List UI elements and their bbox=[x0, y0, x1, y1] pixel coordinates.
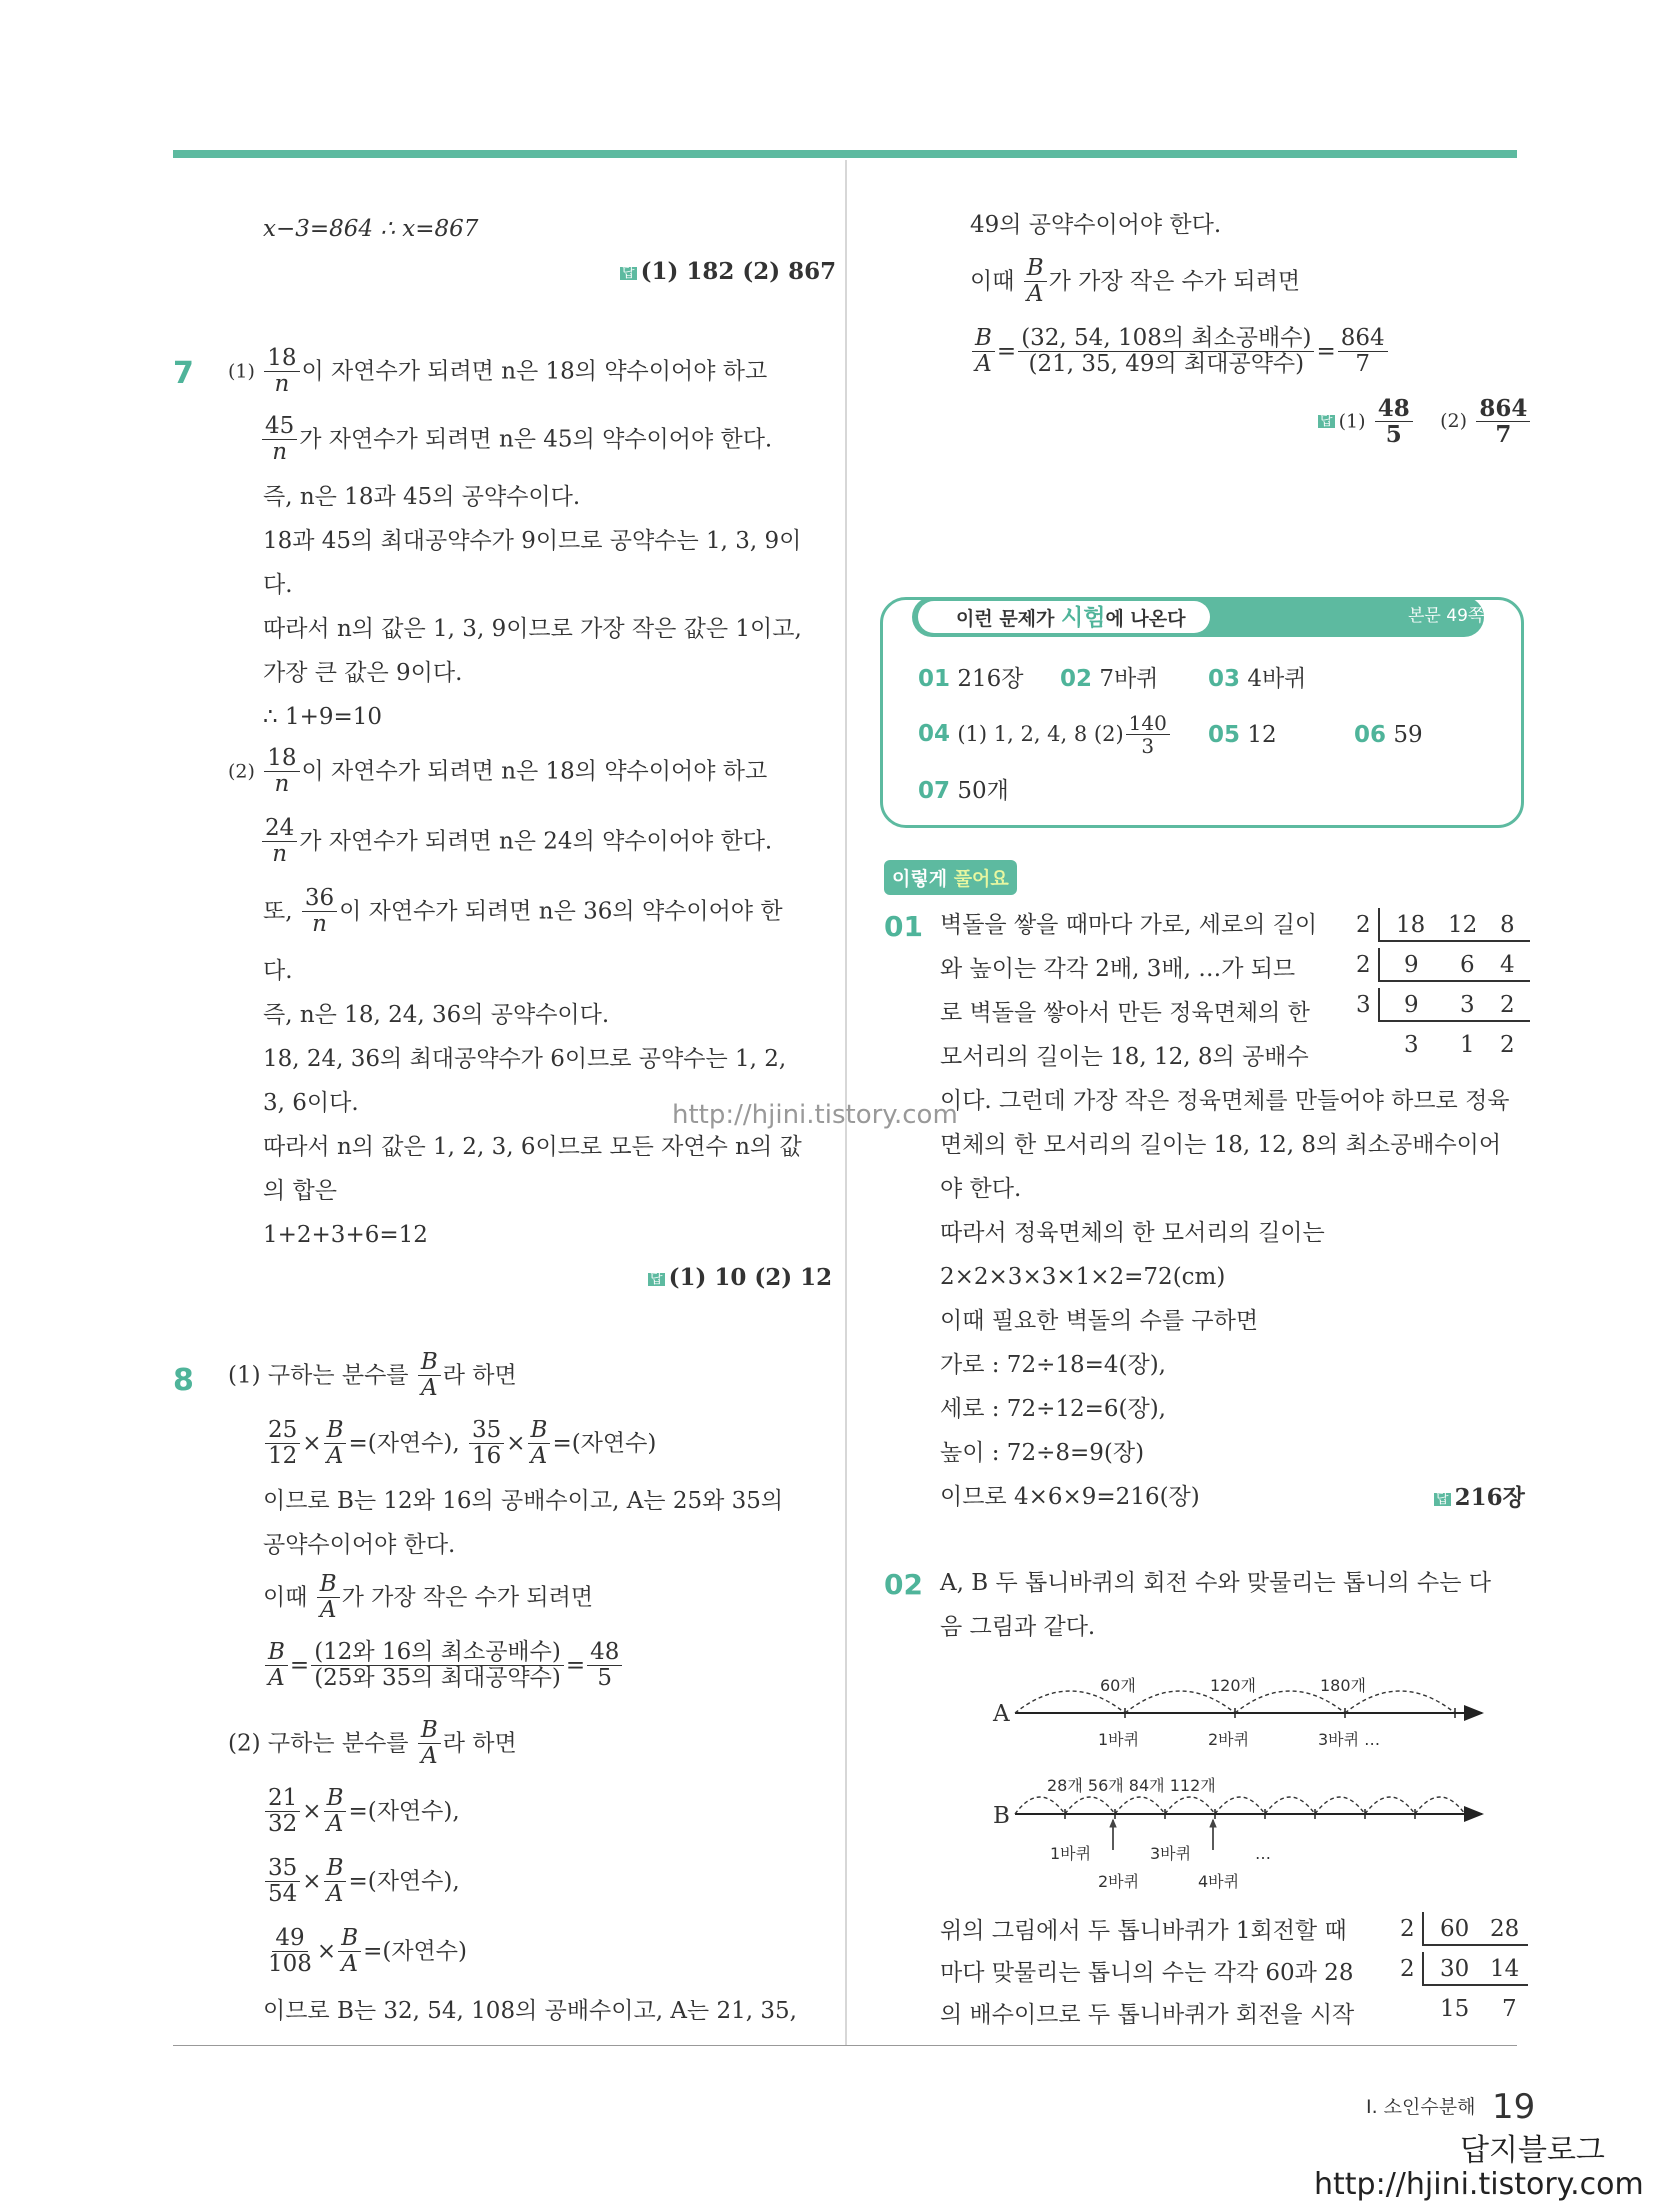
cell: 30 bbox=[1440, 1956, 1470, 1982]
arc-label: 60개 bbox=[1100, 1676, 1136, 1695]
numerator: B bbox=[528, 1418, 551, 1444]
footer-rule bbox=[173, 2045, 1517, 2046]
numerator: 24 bbox=[262, 816, 297, 842]
answer-mark: 답 bbox=[650, 1271, 663, 1287]
r-line: $\frac{B}{A}$ = $\frac{\text{(32, 54, 108의 최소공배수)}}{\text{(21, 35, 49의 최대공약수)}}$ = $\frac{864}{7}$ bbox=[970, 326, 1390, 378]
cell: 2 bbox=[1500, 1032, 1515, 1058]
denominator: 5 bbox=[597, 1665, 613, 1692]
q7-line-1 bbox=[228, 346, 767, 398]
exam-item bbox=[1208, 724, 1277, 747]
header-rule bbox=[173, 150, 1517, 158]
numerator: (32, 54, 108의 최소공배수) bbox=[1018, 326, 1314, 352]
s02-line: 의 배수이므로 두 톱니바퀴가 회전을 시작 bbox=[940, 2002, 1355, 2028]
chapter-label: I. 소인수분해 bbox=[1366, 2096, 1476, 2118]
text: (2) bbox=[1440, 410, 1468, 433]
s01-line: 로 벽돌을 쌓아서 만든 정육면체의 한 bbox=[940, 1000, 1310, 1026]
cell: 15 bbox=[1440, 1996, 1470, 2022]
r-line bbox=[970, 256, 1300, 308]
q7-line: 1+2+3+6=12 bbox=[263, 1222, 428, 1248]
cell: 6 bbox=[1460, 952, 1475, 978]
fraction bbox=[317, 1572, 340, 1624]
cell: 18 bbox=[1396, 912, 1426, 938]
numerator: 864 bbox=[1338, 326, 1388, 352]
exam-item bbox=[1060, 668, 1158, 691]
arc bbox=[1115, 1797, 1165, 1814]
arc bbox=[1165, 1797, 1215, 1814]
denominator: 32 bbox=[268, 1811, 298, 1838]
numerator: 18 bbox=[264, 346, 299, 372]
text: 또, bbox=[263, 898, 293, 925]
s01-line: 이다. 그런데 가장 작은 정육면체를 만들어야 하므로 정육 bbox=[940, 1088, 1510, 1114]
tick-label: 2바퀴 bbox=[1098, 1872, 1140, 1891]
divisor: 2 bbox=[1356, 912, 1371, 938]
blog-name: 답지블로그 bbox=[1460, 2133, 1605, 2168]
s01-line: 벽돌을 쌓을 때마다 가로, 세로의 길이 bbox=[940, 912, 1318, 938]
item-number: 02 bbox=[1060, 666, 1093, 692]
numerator: 49 bbox=[272, 1926, 307, 1952]
text: (2) 구하는 분수를 bbox=[228, 1730, 409, 1757]
item-value: 4바퀴 bbox=[1247, 666, 1307, 692]
fraction bbox=[1126, 712, 1170, 757]
text: 가 가장 작은 수가 되려면 bbox=[341, 1584, 594, 1611]
answer-line bbox=[620, 260, 836, 284]
q7-line: 다. bbox=[263, 958, 293, 984]
item-value: 50개 bbox=[957, 778, 1009, 804]
fraction bbox=[1375, 396, 1413, 448]
s01-line: 이때 필요한 벽돌의 수를 구하면 bbox=[940, 1308, 1259, 1334]
cell: 2 bbox=[1500, 992, 1515, 1018]
fraction bbox=[418, 1718, 441, 1770]
denominator: A bbox=[319, 1597, 337, 1624]
arcs-b bbox=[1015, 1797, 1465, 1814]
text: (1) 구하는 분수를 bbox=[228, 1362, 409, 1389]
text: =(자연수) bbox=[552, 1430, 657, 1457]
arc bbox=[1365, 1797, 1415, 1814]
denominator: (21, 35, 49의 최대공약수) bbox=[1028, 351, 1305, 378]
text: 이때 bbox=[970, 268, 1015, 295]
numerator: B bbox=[972, 326, 995, 352]
equation-line: x−3=864 ∴ x=867 bbox=[263, 216, 479, 242]
denominator: A bbox=[268, 1665, 285, 1692]
answer-line bbox=[1434, 1486, 1525, 1510]
exam-item bbox=[918, 780, 1009, 803]
s01-line: 가로 : 72÷18=4(장), bbox=[940, 1352, 1166, 1378]
question-number: 7 bbox=[173, 356, 194, 391]
part-label: (2) bbox=[228, 760, 255, 783]
text: 시험 bbox=[1061, 605, 1106, 631]
text: =(자연수), bbox=[348, 1868, 460, 1895]
item-value: 59 bbox=[1393, 722, 1423, 748]
fraction bbox=[1024, 256, 1047, 308]
cell: 14 bbox=[1490, 1956, 1520, 1982]
q8-line: $\frac{25}{12}$ × $\frac{B}{A}$ =(자연수), $\frac{35}{16}$ × $\frac{B}{A}$ =(자연수) bbox=[263, 1418, 656, 1470]
arc bbox=[1415, 1797, 1465, 1814]
fraction bbox=[418, 1350, 441, 1402]
divisor: 2 bbox=[1400, 1956, 1415, 1982]
text: (1) bbox=[1338, 410, 1366, 433]
denominator: 7 bbox=[1355, 351, 1370, 378]
fraction bbox=[262, 414, 297, 466]
arc-label: 28개 56개 84개 112개 bbox=[1047, 1776, 1216, 1795]
fraction bbox=[338, 1926, 361, 1978]
numerator: 45 bbox=[262, 414, 297, 440]
item-number: 04 bbox=[918, 721, 951, 747]
fraction bbox=[1476, 396, 1530, 448]
q7-line: 가장 큰 값은 9이다. bbox=[263, 660, 463, 686]
q7-line-2 bbox=[260, 414, 772, 466]
q8-line bbox=[263, 1572, 593, 1624]
item-number: 06 bbox=[1354, 722, 1387, 748]
exam-item bbox=[918, 668, 1023, 691]
divisor: 3 bbox=[1356, 992, 1371, 1018]
item-number: 07 bbox=[918, 778, 951, 804]
cell: 7 bbox=[1502, 1996, 1517, 2022]
blog-url: http://hjini.tistory.com bbox=[1314, 2167, 1644, 2202]
item-number: 01 bbox=[918, 666, 951, 692]
q7-line: 즉, n은 18, 24, 36의 공약수이다. bbox=[263, 1002, 610, 1028]
q8-line bbox=[228, 1718, 517, 1770]
answer-line bbox=[1318, 396, 1532, 448]
exam-box-ref: 본문 49쪽 bbox=[1408, 606, 1485, 626]
numerator: 35 bbox=[265, 1856, 300, 1882]
numerator: 21 bbox=[265, 1786, 300, 1812]
page-number: 19 bbox=[1492, 2087, 1536, 2127]
q8-line: 공약수이어야 한다. bbox=[263, 1532, 456, 1558]
s02-line: 마다 맞물리는 톱니의 수는 각각 60과 28 bbox=[940, 1960, 1354, 1986]
arc bbox=[1265, 1797, 1315, 1814]
numerator: B bbox=[324, 1786, 347, 1812]
q8-line: 이므로 B는 32, 54, 108의 공배수이고, A는 21, 35, bbox=[263, 1998, 797, 2024]
answer-mark: 답 bbox=[1320, 414, 1333, 430]
q7-line: 즉, n은 18과 45의 공약수이다. bbox=[263, 484, 581, 510]
text: =(자연수), bbox=[348, 1430, 460, 1457]
denominator: 7 bbox=[1495, 421, 1512, 449]
answer-mark: 답 bbox=[1436, 1491, 1449, 1507]
fraction bbox=[265, 1786, 300, 1838]
s01-line: 와 높이는 각각 2배, 3배, …가 되므 bbox=[940, 956, 1296, 982]
cell: 12 bbox=[1448, 912, 1478, 938]
tick-label: 3바퀴 … bbox=[1318, 1730, 1381, 1749]
item-value: (1) 1, 2, 4, 8 (2) bbox=[957, 722, 1124, 746]
tick-label: 1바퀴 bbox=[1098, 1730, 1140, 1749]
q7-line: 18과 45의 최대공약수가 9이므로 공약수는 1, 3, 9이 bbox=[263, 528, 802, 554]
q7-line-part2 bbox=[228, 746, 767, 798]
numerator: 140 bbox=[1126, 712, 1170, 735]
fraction bbox=[324, 1856, 347, 1908]
answer-mark: 답 bbox=[622, 265, 635, 281]
answer-text: 216장 bbox=[1454, 1484, 1525, 1511]
fraction bbox=[264, 346, 299, 398]
cell: 4 bbox=[1500, 952, 1515, 978]
item-value: 12 bbox=[1247, 722, 1277, 748]
denominator: 108 bbox=[268, 1951, 312, 1978]
text: 이런 문제가 bbox=[956, 608, 1061, 630]
fraction bbox=[324, 1418, 347, 1470]
numerator: B bbox=[338, 1926, 361, 1952]
denominator: 16 bbox=[471, 1443, 502, 1470]
arc bbox=[1315, 1797, 1365, 1814]
fraction bbox=[265, 1418, 300, 1470]
label-b: B bbox=[993, 1803, 1010, 1829]
text: 이렇게 bbox=[892, 868, 954, 890]
fraction bbox=[264, 746, 299, 798]
fraction bbox=[528, 1418, 551, 1470]
q7-line: 따라서 n의 값은 1, 3, 9이므로 가장 작은 값은 1이고, bbox=[263, 616, 802, 642]
numerator: 18 bbox=[264, 746, 299, 772]
fraction bbox=[311, 1640, 564, 1692]
numerator: B bbox=[418, 1350, 441, 1376]
denominator: 5 bbox=[1385, 421, 1402, 449]
item-value: 7바퀴 bbox=[1099, 666, 1159, 692]
numerator: B bbox=[265, 1640, 288, 1666]
q7-line bbox=[260, 816, 772, 868]
question-number: 8 bbox=[173, 1363, 194, 1398]
exam-item bbox=[1208, 668, 1306, 691]
numerator: B bbox=[324, 1856, 347, 1882]
tick-label: 4바퀴 bbox=[1198, 1872, 1240, 1891]
denominator: A bbox=[1026, 281, 1044, 308]
denominator: A bbox=[530, 1443, 548, 1470]
exam-item bbox=[1354, 724, 1423, 747]
text: 가 가장 작은 수가 되려면 bbox=[1048, 268, 1301, 295]
text: 이 자연수가 되려면 n은 36의 약수이어야 한 bbox=[339, 898, 783, 925]
tick-label: 1바퀴 bbox=[1050, 1844, 1092, 1863]
s01-line: 모서리의 길이는 18, 12, 8의 공배수 bbox=[940, 1044, 1309, 1070]
divisor: 2 bbox=[1400, 1916, 1415, 1942]
numerator: 48 bbox=[587, 1640, 622, 1666]
s01-line: 2×2×3×3×1×2=72(cm) bbox=[940, 1264, 1226, 1290]
s02-line: A, B 두 톱니바퀴의 회전 수와 맞물리는 톱니의 수는 다 bbox=[940, 1570, 1491, 1596]
arc-label: 180개 bbox=[1320, 1676, 1366, 1695]
fraction bbox=[262, 816, 297, 868]
numerator: (12와 16의 최소공배수) bbox=[311, 1640, 564, 1666]
tick-label: … bbox=[1255, 1844, 1271, 1863]
text: 가 자연수가 되려면 n은 45의 약수이어야 한다. bbox=[299, 426, 773, 453]
fraction bbox=[1338, 326, 1388, 378]
cell: 3 bbox=[1460, 992, 1475, 1018]
item-number: 05 bbox=[1208, 722, 1241, 748]
q8-line: $\frac{21}{32}$ × $\frac{B}{A}$ =(자연수), bbox=[263, 1786, 460, 1838]
denominator: n bbox=[272, 841, 288, 868]
arc bbox=[1015, 1797, 1065, 1814]
denominator: A bbox=[326, 1443, 344, 1470]
cell: 8 bbox=[1500, 912, 1515, 938]
s01-line: 세로 : 72÷12=6(장), bbox=[940, 1396, 1166, 1422]
label-a: A bbox=[993, 1701, 1010, 1727]
answer-text: (1) 182 (2) 867 bbox=[640, 258, 837, 285]
q8-line: 이므로 B는 12와 16의 공배수이고, A는 25와 35의 bbox=[263, 1488, 784, 1514]
q7-line bbox=[263, 886, 783, 938]
watermark-url: http://hjini.tistory.com bbox=[672, 1100, 958, 1130]
denominator: (25와 35의 최대공약수) bbox=[314, 1665, 561, 1692]
fraction bbox=[265, 1640, 288, 1692]
cell: 1 bbox=[1460, 1032, 1475, 1058]
q7-line: 따라서 n의 값은 1, 2, 3, 6이므로 모든 자연수 n의 값 bbox=[263, 1134, 802, 1160]
fraction bbox=[324, 1786, 347, 1838]
numerator: 48 bbox=[1375, 396, 1413, 422]
part-label: (1) bbox=[228, 360, 255, 383]
tick-label: 3바퀴 bbox=[1150, 1844, 1192, 1863]
arc bbox=[1065, 1797, 1115, 1814]
cell: 60 bbox=[1440, 1916, 1470, 1942]
answer-text: (1) 10 (2) 12 bbox=[668, 1264, 833, 1291]
item-number: 03 bbox=[1208, 666, 1241, 692]
answer-line bbox=[648, 1266, 832, 1290]
numerator: B bbox=[324, 1418, 347, 1444]
q7-line: 의 합은 bbox=[263, 1178, 337, 1204]
q7-line: ∴ 1+9=10 bbox=[263, 704, 383, 730]
denominator: n bbox=[274, 371, 290, 398]
s01-line: 야 한다. bbox=[940, 1176, 1022, 1202]
numerator: B bbox=[418, 1718, 441, 1744]
text: 라 하면 bbox=[442, 1730, 517, 1757]
arc bbox=[1215, 1797, 1265, 1814]
text: 에 나온다 bbox=[1105, 608, 1186, 630]
numerator: B bbox=[1024, 256, 1047, 282]
fraction bbox=[972, 326, 995, 378]
denominator: A bbox=[420, 1375, 438, 1402]
text: 가 자연수가 되려면 n은 24의 약수이어야 한다. bbox=[299, 828, 773, 855]
s01-line: 이므로 4×6×9=216(장) bbox=[940, 1484, 1200, 1510]
text: 이 자연수가 되려면 n은 18의 약수이어야 하고 bbox=[301, 358, 768, 385]
divisor: 2 bbox=[1356, 952, 1371, 978]
arc-label: 120개 bbox=[1210, 1676, 1256, 1695]
denominator: A bbox=[341, 1951, 358, 1978]
cell: 28 bbox=[1490, 1916, 1520, 1942]
numerator: 36 bbox=[302, 886, 337, 912]
denominator: A bbox=[420, 1743, 438, 1770]
fraction bbox=[587, 1640, 622, 1692]
text: =(자연수), bbox=[348, 1798, 460, 1825]
denominator: 3 bbox=[1141, 734, 1155, 758]
cell: 3 bbox=[1404, 1032, 1419, 1058]
q8-line: $\frac{49}{108}$ × $\frac{B}{A}$ =(자연수) bbox=[263, 1926, 467, 1978]
denominator: 54 bbox=[268, 1881, 298, 1908]
q8-line: $\frac{35}{54}$ × $\frac{B}{A}$ =(자연수), bbox=[263, 1856, 460, 1908]
fraction bbox=[469, 1418, 504, 1470]
cell: 9 bbox=[1404, 992, 1419, 1018]
text: =(자연수) bbox=[363, 1938, 467, 1965]
text: 이때 bbox=[263, 1584, 308, 1611]
q7-line: 18, 24, 36의 최대공약수가 6이므로 공약수는 1, 2, bbox=[263, 1046, 787, 1072]
s01-line: 따라서 정육면체의 한 모서리의 길이는 bbox=[940, 1220, 1325, 1246]
item-value: 216장 bbox=[957, 666, 1024, 692]
exam-item bbox=[918, 712, 1172, 757]
numerator: 864 bbox=[1476, 396, 1530, 422]
denominator: A bbox=[975, 351, 992, 378]
q8-line bbox=[228, 1350, 517, 1402]
solution-number: 02 bbox=[884, 1568, 923, 1601]
fraction bbox=[1018, 326, 1314, 378]
text: 풀어요 bbox=[953, 868, 1009, 890]
exam-box-title bbox=[956, 607, 1185, 630]
numerator: B bbox=[317, 1572, 340, 1598]
text: 라 하면 bbox=[442, 1362, 517, 1389]
fraction bbox=[302, 886, 337, 938]
q7-line: 다. bbox=[263, 572, 293, 598]
s01-line: 높이 : 72÷8=9(장) bbox=[940, 1440, 1145, 1466]
q8-line: $\frac{B}{A}$ = $\frac{\text{(12와 16의 최소공배수)}}{\text{(25와 35의 최대공약수)}}$ = $\frac{48}{5}$ bbox=[263, 1640, 624, 1692]
tick-label: 2바퀴 bbox=[1208, 1730, 1250, 1749]
r-line: 49의 공약수이어야 한다. bbox=[970, 212, 1222, 238]
fraction bbox=[265, 1926, 315, 1978]
s02-line: 음 그림과 같다. bbox=[940, 1614, 1096, 1640]
text: 이 자연수가 되려면 n은 18의 약수이어야 하고 bbox=[301, 758, 768, 785]
cell: 9 bbox=[1404, 952, 1419, 978]
denominator: A bbox=[326, 1881, 344, 1908]
s02-line: 위의 그림에서 두 톱니바퀴가 1회전할 때 bbox=[940, 1918, 1347, 1944]
fraction bbox=[265, 1856, 300, 1908]
denominator: n bbox=[312, 911, 327, 938]
denominator: n bbox=[272, 439, 288, 466]
solution-number: 01 bbox=[884, 910, 923, 943]
solution-badge bbox=[884, 860, 1017, 895]
denominator: A bbox=[326, 1811, 344, 1838]
q7-line: 3, 6이다. bbox=[263, 1090, 359, 1116]
s01-line: 면체의 한 모서리의 길이는 18, 12, 8의 최소공배수이어 bbox=[940, 1132, 1502, 1158]
denominator: n bbox=[274, 771, 290, 798]
numerator: 25 bbox=[265, 1418, 300, 1444]
numerator: 35 bbox=[469, 1418, 504, 1444]
denominator: 12 bbox=[268, 1443, 298, 1470]
